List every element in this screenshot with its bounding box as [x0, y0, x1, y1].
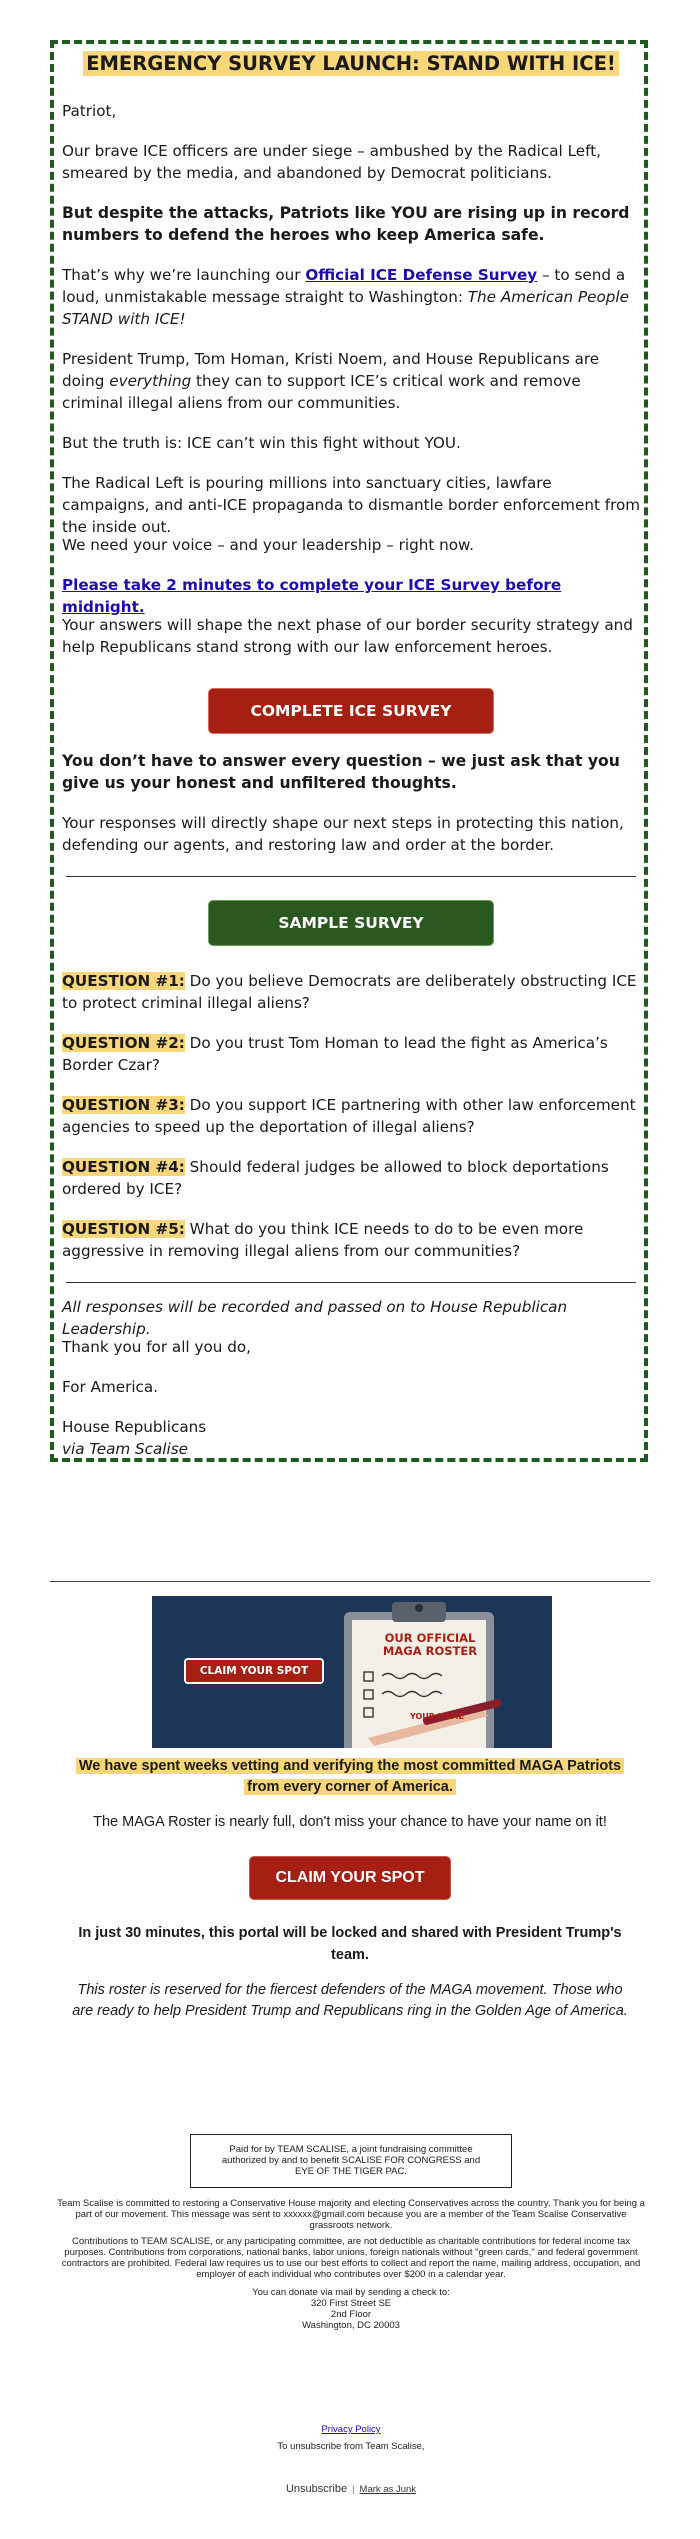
portal-locked-note: In just 30 minutes, this portal will be locked and shared with President Trump's team.: [78, 1925, 622, 1963]
roster-nearly-full: The MAGA Roster is nearly full, don't miss your chance to have your name on it!: [93, 1814, 607, 1830]
question-3: QUESTION #3: Do you support ICE partnering with other law enforcement agencies to speed up the deportation of illegal aliens?: [62, 1096, 636, 1136]
paid-for-disclaimer: Paid for by TEAM SCALISE, a joint fundraising committee authorized by and to benefit SCALISE FOR CONGRESS and EYE OF THE TIGER PAC.: [190, 2134, 512, 2188]
question-5: QUESTION #5: What do you think ICE needs to do to be even more aggressive in removing illegal aliens from our communities?: [62, 1220, 584, 1260]
roster-reserved-note: This roster is reserved for the fiercest defenders of the MAGA movement. Those who are ready to help President Trump and Republicans ring in the Golden Age of America.: [72, 1982, 628, 2019]
question-1: QUESTION #1: Do you believe Democrats are deliberately obstructing ICE to protect criminal illegal aliens?: [62, 972, 637, 1012]
paragraph-need-voice: We need your voice – and your leadership – right now.: [62, 536, 474, 554]
paragraph-answers-shape: Your answers will shape the next phase of our border security strategy and help Republicans stand strong with our law enforcement heroes.: [62, 616, 633, 656]
unsubscribe-text: To unsubscribe from Team Scalise,: [277, 2441, 425, 2452]
unsubscribe-line: [55, 2484, 647, 2495]
sample-survey-button[interactable]: SAMPLE SURVEY: [208, 900, 494, 946]
paragraph-patriots: But despite the attacks, Patriots like YOU are rising up in record numbers to defend the heroes who keep America safe.: [62, 204, 630, 244]
claim-your-spot-button[interactable]: CLAIM YOUR SPOT: [249, 1856, 451, 1900]
mail-donation-info: You can donate via mail by sending a check to: 320 First Street SE 2nd Floor Washington, DC 20003: [252, 2287, 450, 2331]
paragraph-radical-left: The Radical Left is pouring millions into sanctuary cities, lawfare campaigns, and anti-ICE propaganda to dismantle border enforcement from the inside out.: [62, 474, 641, 536]
headline: EMERGENCY SURVEY LAUNCH: STAND WITH ICE!: [58, 52, 644, 75]
divider: [66, 876, 636, 877]
paragraph-survey-intro: That’s why we’re launching our Official ICE Defense Survey – to send a loud, unmistakable message straight to Washington: The American People STAND with ICE!: [62, 266, 629, 328]
paragraph-siege: Our brave ICE officers are under siege – ambushed by the Radical Left, smeared by the media, and abandoned by Democrat politicians.: [62, 142, 601, 182]
maga-roster-banner[interactable]: [152, 1596, 552, 1748]
paragraph-honest-thoughts: You don’t have to answer every question – we just ask that you give us your honest and unfiltered thoughts.: [62, 752, 620, 792]
privacy-policy-link[interactable]: Privacy Policy: [321, 2424, 381, 2435]
survey-cta-link-line: [62, 574, 642, 618]
paragraph-truth: But the truth is: ICE can’t win this fight without YOU.: [62, 434, 461, 452]
paragraph-next-steps: Your responses will directly shape our next steps in protecting this nation, defending our agents, and restoring law and order at the border.: [62, 814, 624, 854]
section-divider: [50, 1581, 650, 1582]
vetting-highlight: We have spent weeks vetting and verifying the most committed MAGA Patriots from every corner of America.: [50, 1756, 650, 1798]
survey-cta-link[interactable]: Please take 2 minutes to complete your ICE Survey before midnight.: [62, 576, 562, 616]
signature-via: via Team Scalise: [62, 1440, 189, 1458]
question-2: QUESTION #2: Do you trust Tom Homan to lead the fight as America’s Border Czar?: [62, 1034, 608, 1074]
mark-as-junk-link[interactable]: Mark as Junk: [359, 2484, 417, 2495]
question-4: QUESTION #4: Should federal judges be allowed to block deportations ordered by ICE?: [62, 1158, 609, 1198]
roster-your-name: YOUR NAME: [410, 1712, 465, 1721]
footer-separator: |: [352, 2484, 355, 2494]
greeting: Patriot,: [62, 102, 117, 120]
ice-defense-survey-link[interactable]: Official ICE Defense Survey: [305, 266, 538, 284]
responses-note: All responses will be recorded and passed on to House Republican Leadership.: [62, 1298, 568, 1338]
unsubscribe-link[interactable]: Unsubscribe: [285, 2483, 348, 2495]
banner-claim-button[interactable]: CLAIM YOUR SPOT: [184, 1658, 324, 1684]
privacy-policy-line: [55, 2424, 647, 2435]
commitment-note: Team Scalise is committed to restoring a Conservative House majority and electing Conservatives across the country. Thank you for being a part of our movement. This message was sent to xxxxxx@gmail.com because you are a member of the Team Scalise Conservative grassroots network.: [57, 2198, 645, 2231]
contributions-disclaimer: Contributions to TEAM SCALISE, or any participating committee, are not deductible as charitable contributions for federal income tax purposes. Contributions from corporations, national banks, labor unions, foreign nationals without "green cards," and federal government contractors are prohibited. Federal law requires us to use our best efforts to collect and report the name, mailing address, occupation, and employer of each individual who contributes over $200 in a calendar year.: [61, 2236, 641, 2280]
signature-name: House Republicans: [62, 1418, 207, 1436]
roster-title-line-1: OUR OFFICIAL: [384, 1631, 476, 1645]
paragraph-trump-support: President Trump, Tom Homan, Kristi Noem, and House Republicans are doing everything they can to support ICE’s critical work and remove criminal illegal aliens from our communities.: [62, 350, 600, 412]
divider: [66, 1282, 636, 1283]
roster-title-line-2: MAGA ROSTER: [382, 1644, 478, 1658]
thanks-line: Thank you for all you do,: [62, 1338, 251, 1356]
complete-survey-button[interactable]: COMPLETE ICE SURVEY: [208, 688, 494, 734]
for-america-line: For America.: [62, 1378, 159, 1396]
